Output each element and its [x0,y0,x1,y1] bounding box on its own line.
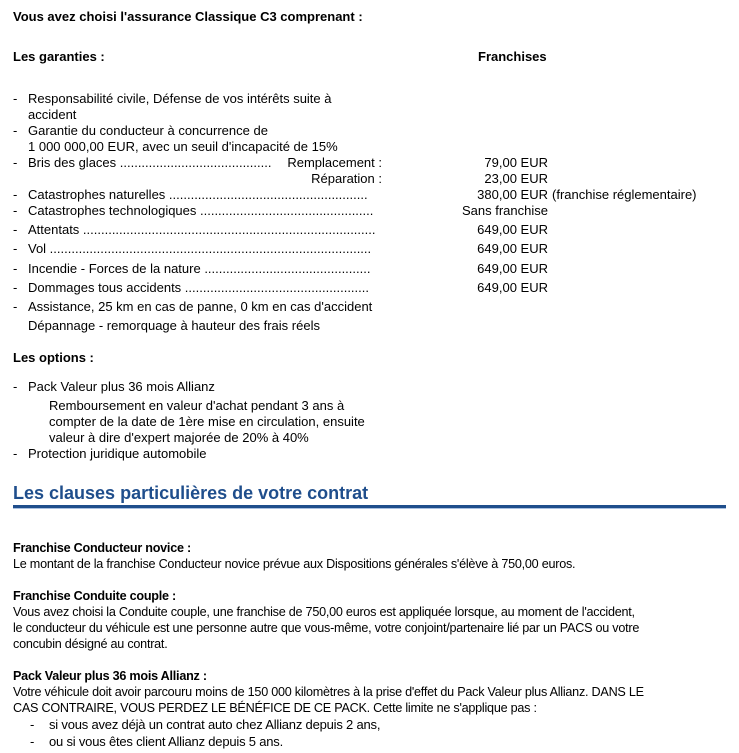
guarantee-label: Catastrophes naturelles ....................................................... [28,187,368,202]
guarantee-label: Incendie - Forces de la nature .............................................. [28,261,371,276]
list-dash: - [13,222,18,237]
guarantees-heading: Les garanties : [13,49,105,64]
clause-bullet: ou si vous êtes client Allianz depuis 5 ans. [49,734,284,749]
clause-heading: Franchise Conduite couple : [13,588,177,603]
franchise-value: 649,00 EUR [477,280,548,295]
list-dash: - [13,203,18,218]
option-detail: compter de la date de 1ère mise en circulation, ensuite [49,414,365,429]
franchise-value: 380,00 EUR [477,187,548,202]
section-divider [13,505,726,509]
franchise-value: Sans franchise [462,203,548,218]
guarantee-detail: Dépannage - remorquage à hauteur des frais réels [28,318,320,333]
list-dash: - [13,299,18,314]
list-dash: - [13,280,18,295]
guarantee-label: Bris des glaces .......................................... [28,155,272,170]
franchise-value: 649,00 EUR [477,261,548,276]
list-dash: - [13,187,18,202]
list-dash: - [30,717,35,732]
guarantee-sublabel: Réparation : [311,171,382,186]
clause-heading: Franchise Conducteur novice : [13,540,191,555]
guarantee-label: Catastrophes technologiques ................................................ [28,203,374,218]
options-heading: Les options : [13,350,94,365]
clause-text: Le montant de la franchise Conducteur novice prévue aux Dispositions générales s'élève à 750,00 euros. [13,556,576,571]
franchise-value: 649,00 EUR [477,241,548,256]
option-detail: Remboursement en valeur d'achat pendant 3 ans à [49,398,345,413]
list-dash: - [13,261,18,276]
list-dash: - [13,123,18,138]
option-label: Protection juridique automobile [28,446,207,461]
guarantee-label: Responsabilité civile, Défense de vos intérêts suite à [28,91,332,106]
clause-heading: Pack Valeur plus 36 mois Allianz : [13,668,207,683]
franchises-heading: Franchises [478,49,547,64]
clause-text: concubin désigné au contrat. [13,636,168,651]
franchise-value: 649,00 EUR [477,222,548,237]
list-dash: - [13,155,18,170]
clauses-section-title: Les clauses particulières de votre contrat [13,483,369,503]
guarantee-label: Attentats ................................................................................. [28,222,376,237]
guarantee-label: Vol ......................................................................................... [28,241,372,256]
guarantee-sublabel: Remplacement : [287,155,382,170]
list-dash: - [13,379,18,394]
list-dash: - [13,446,18,461]
list-dash: - [13,91,18,106]
franchise-value: 23,00 EUR [484,171,548,186]
clause-text: le conducteur du véhicule est une personne autre que vous-même, votre conjoint/partenaire lié par un PACS ou votre [13,620,640,635]
option-detail: valeur à dire d'expert majorée de 20% à 40% [49,430,309,445]
guarantee-label: Assistance, 25 km en cas de panne, 0 km en cas d'accident [28,299,373,314]
clause-text: CAS CONTRAIRE, VOUS PERDEZ LE BÉNÉFICE DE CE PACK. Cette limite ne s'applique pas : [13,700,537,715]
guarantee-label-cont: 1 000 000,00 EUR, avec un seuil d'incapacité de 15% [28,139,338,154]
list-dash: - [13,241,18,256]
guarantee-label-cont: accident [28,107,77,122]
guarantee-label: Garantie du conducteur à concurrence de [28,123,268,138]
clause-text: Votre véhicule doit avoir parcouru moins de 150 000 kilomètres à la prise d'effet du Pack Valeur plus Allianz. DANS LE [13,684,644,699]
list-dash: - [30,734,35,749]
franchise-value: 79,00 EUR [484,155,548,170]
intro-heading: Vous avez choisi l'assurance Classique C3 comprenant : [13,9,363,24]
guarantee-label: Dommages tous accidents ................................................... [28,280,369,295]
clause-text: Vous avez choisi la Conduite couple, une franchise de 750,00 euros est appliquée lorsque, au moment de l'accident, [13,604,635,619]
clause-bullet: si vous avez déjà un contrat auto chez Allianz depuis 2 ans, [49,717,381,732]
franchise-note: (franchise réglementaire) [552,187,697,202]
option-label: Pack Valeur plus 36 mois Allianz [28,379,215,394]
